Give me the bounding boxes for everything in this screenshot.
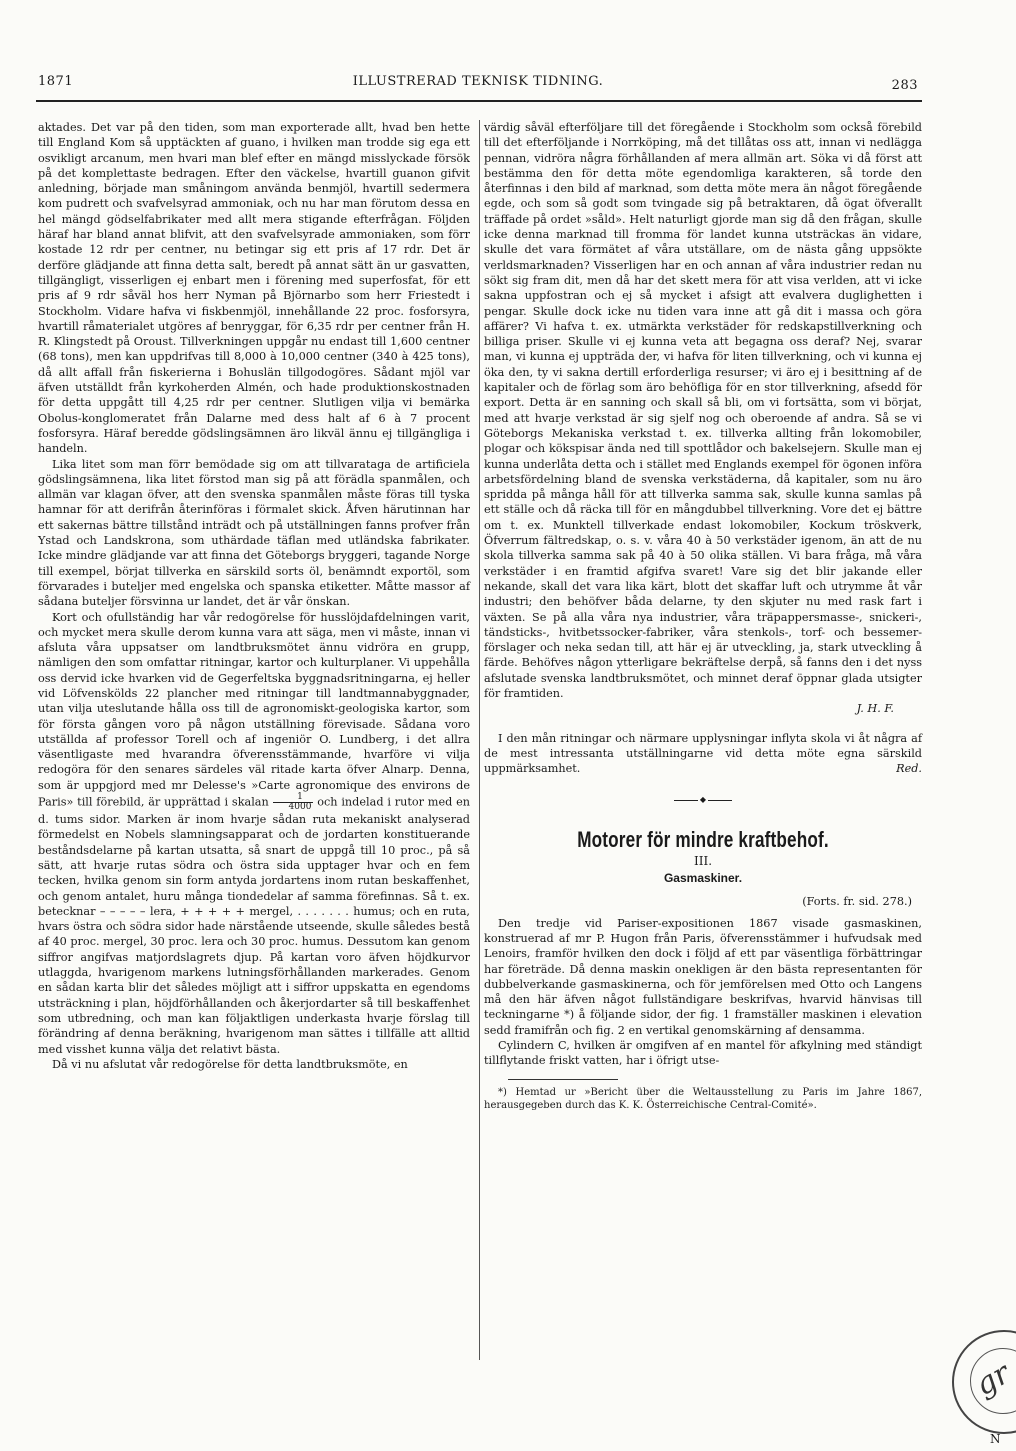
header-year: 1871 — [38, 74, 74, 89]
left-column — [38, 120, 470, 1072]
scale-fraction-numerator: 1 — [273, 793, 314, 803]
right-paragraph-1: värdig såväl efterföljare till det föregående i Stockholm som också förebild till det efterföljande i Norrköping, må det tillåtas oss att, innan vi nedlägga pennan, vidröra några förhållanden af mera allmän art. Söka vi då först att bestämma den för detta möte egendomliga karakteren, så torde den återfinnas i den bild af marknad, som detta möte mera än något föregående egde, och som så godt som tvingade sig på betraktaren, då ögat öfverallt träffade på ordet »såld». Helt naturligt gjorde man sig då den frågan, skulle icke denna marknad till fromma för landet kunna utsträckas än vidare, skulle det vara förmätet af våra utställare, om de nästa gång uppsökte verldsmarknaden? Visserligen har en och annan af våra industrier redan nu sökt sig fram dit, men då har det skett mera för att visa verlden, att vi icke sakna uppfostran och ej så mycket i afsigt att evalvera duglighetten i pengar. Skulle dock icke nu tiden vara inne att gå dit i massa och göra affärer? Vi hafva t. ex. utmärkta verkstäder för redskapstillverkning och billiga priser. Skulle vi ej kunna veta att begagna oss deraf? Nej, svarar man, vi kunna ej uppträda der, vi hafva för liten tillverkning, och vi kunna ej öka den, ty vi sakna dertill erforderliga resurser; vi äro ej i besittning af de kapitaler och de förlag som äro behöfliga för en stor tillverkning, afsedd för export. Detta är en sanning och skall så bli, om vi fortsätta, som vi börjat, med att hvarje verkstad är sig sjelf nog och oberoende af andra. Så se vi Göteborgs Mekaniska verkstad t. ex. tillverka allting från lokomobiler, plogar och kökspisar ända ned till spottlådor och bakelsejern. Skulle man ej kunna underlåta detta och i stället med Englands exempel för ögonen införa arbetsfördelning bland de svenska verkstäderna, då kapitaler, som nu äro spridda på många håll för att tillverka samma sak, skulle kunna samlas på ett ställe och då räcka till för en mångdubbel tillverkning. Vore det ej bättre om t. ex. Munktell tillverkade endast lokomobiler, Kockum tröskverk, Öfverrum fältredskap, o. s. v. våra 40 à 50 verkstäder igenom, än att de nu skola tillverka samma sak på 40 à 50 olika ställen. Vi bara fråga, må våra verkstäder i en framtid afgifva svaret! Vare sig det blir jakande eller nekande, skall det vara lika kärt, blott det skaffar luft och utrymme åt vår industri; den behöfver båda delarne, ty den skjuter nu med rask fart i växten. Se på alla våra nya industrier, våra träpappersmasse-, snickeri-, tändsticks-, hvitbetssocker-fabriker, våra stenkols-, torf- och bessemer-förslager och neka sedan till, att här ej är utveckling, ja, stark utveckling å färde. Behöfves någon ytterligare bekräftelse derpå, så fanns den i det nyss afslutade svenska landtbruksmötet, och minnet deraf öppnar glada utsigter för framtiden. — [484, 121, 922, 700]
article-subheading: Gasmaskiner. — [663, 871, 743, 886]
left-paragraph-3b: och indelad i rutor med en d. tums sidor. Marken är inom hvarje sådan ruta mekaniskt analyserad förmedelst en Nobels slamningsapparat och de jordarten konstituerande beståndsdelarne på kartan utsatta, så snart de uppgå till 10 proc., på så sätt, att hvarje rutas södra och östra sida upptager hvar och en fem tecken, hvilka genom sin form antyda jordartens inom rutan beskaffenhet, och genom antalet, huru många tiondedelar af samma förefinnas. Så t. ex. betecknar – – – – – lera, + + + + + mergel, . . . . . . . humus; och en ruta, hvars östra och södra sidor hade närstående utseende, skulle således bestå af 40 proc. mergel, 30 proc. lera och 30 proc. humus. Dessutom kan genom siffror angifvas matjordslagrets djup. På kartan voro äfven höjdkurvor utlaggda, hvarigenom markens lutningsförhållanden markerades. Genom en sådan karta blir det således möjligt att i siffror uppskatta en egendoms utsträckning i plan, höjdförhållanden och åkerjordarter så till beskaffenhet som utbredning, och man kan följaktligen underkasta hvarje förslag till förändring af denna beräkning, hvarigenom man sättes i tillfälle att alltid med visshet kunna välja det relativt bästa. — [38, 795, 470, 1056]
stamp-letter: N — [990, 1432, 1001, 1446]
stamp-glyph: gr — [969, 1355, 1016, 1404]
editor-signature: Red. — [896, 762, 922, 776]
footnote-rule — [508, 1079, 618, 1080]
header-rule — [36, 100, 922, 102]
article-paragraph-1: Den tredje vid Pariser-expositionen 1867 visade gasmaskinen, konstruerad af mr P. Hugon från Paris, öfverensstämmer i hufvudsak med Lenoirs, framför hvilken den dock i följd af ett par väsentliga förbättringar har företräde. Då denna maskin onekligen är den bästa representanten för dubbelverkande gasmaskinerna, och för jemförelsen med Otto och Langens må den här äfven något fullständigare beskrifvas, hvarvid hänvisas till teckningarne *) å följande sidor, der fig. 1 framställer maskinen i elevation sedd framifrån och fig. 2 en vertikal genomskärning af densamma. — [484, 916, 922, 1037]
column-divider — [479, 120, 480, 1360]
left-paragraph-1: aktades. Det var på den tiden, som man exporterade allt, hvad ben hette till England Kom så upptäckten af guano, i hvilken man trodde sig ega ett osvikligt arcanum, men hvari man blef efter en mängd misslyckade försök på det komplettaste bedragen. Efter den väckelse, hvartill guanon gifvit anledning, började man småningom använda benmjöl, hvartill sedermera kom pudrett och svafvelsyrad ammoniak, och nu har man förutom dessa en hel mängd gödselfabrikater med allt mera stigande efterfrågan. Följden häraf har bland annat blifvit, att den svafvelsyrade ammoniaken, som förr kostade 12 rdr per centner, nu betingar sig ett pris af 17 rdr. Det är derföre glädjande att finna detta salt, beredt på annat sätt än ur gasvatten, tillgängligt, visserligen ej enbart men i förening med superfosfat, för ett pris af 9 rdr såväl hos herr Nyman på Björnarbo som herr Friestedt i Stockholm. Vidare hafva vi fiskbenmjöl, innehållande 22 proc. fosforsyra, hvartill råmaterialet utgöres af benryggar, för 6,35 rdr per centner från H. R. Klingstedt på Oroust. Tillverkningen uppgår nu endast till 1,600 centner (68 tons), men kan uppdrifvas till 8,000 à 10,000 centner (340 à 425 tons), då allt affall från fiskerierna i Bohuslän tillgodogöres. Sådant mjöl var äfven utställdt från kyrkoherden Almén, och hade produktionskostnaden för detta uppgått till 4,25 rdr per centner. Slutligen vilja vi bemärka Obolus-konglomeratet från Dalarne med dess halt af 6 à 7 procent fosforsyra. Häraf beredde gödslingsämnen äro likväl ännu ej tillgängliga i handeln. — [38, 121, 470, 456]
continued-from: (Forts. fr. sid. 278.) — [802, 895, 912, 909]
page-number: 283 — [891, 78, 918, 93]
left-paragraph-2: Lika litet som man förr bemödade sig om att tillvarataga de artificiela gödslingsämnena, lika litet förstod man sig på att förädla spanmålen, och allmän var klagan öfver, att den svenska spanmålen måste föras till tyska hamnar för att derifrån återinföras i förmalet skick. Åfven härutinnan har ett sakernas bättre tillstånd inträdt och på utställningen fanns profver från Ystad och Landskrona, som uthärdade täflan med utländska fabrikater. Icke mindre glädjande var att finna det Göteborgs bryggeri, tagande Norge till exempel, börjat tillverka en särskild sorts öl, benämndt exportöl, som förvarades i buteljer med engelska och spanska etiketter. Måtte massor af sådana buteljer försvinna ur landet, det är vår önskan. — [38, 457, 470, 609]
library-stamp — [952, 1330, 1016, 1434]
scale-fraction — [273, 793, 314, 812]
signature-line — [484, 701, 922, 716]
footnote: *) Hemtad ur »Bericht über die Weltausstellung zu Paris im Jahre 1867, herausgegeben durch das K. K. Österreichische Central-Comité». — [484, 1086, 922, 1111]
running-header — [38, 74, 918, 96]
article-signature: J. H. F. — [856, 702, 894, 716]
editor-note-text: I den mån ritningar och närmare upplysningar inflyta skola vi åt några af de mest intressanta utställningarne vid detta möte egna särskild uppmärksamhet. — [484, 731, 922, 776]
section-ornament: ◆ — [484, 796, 922, 804]
left-paragraph-4: Då vi nu afslutat vår redogörelse för detta landtbruksmöte, en — [52, 1057, 408, 1071]
article-section-number: III. — [693, 853, 713, 868]
scale-fraction-denominator: 4000 — [288, 802, 312, 813]
left-paragraph-3a: Kort och ofullständig har vår redogörelse för husslöjdafdelningen varit, och mycket mera skulle derom kunna vara att säga, men vi måste, innan vi afsluta våra uppsatser om landtbruksmötet ännu vidröra en grupp, nämligen den som omfattar ritningar, kartor och kulturplaner. Vi uppehålla oss dervid icke hvarken vid de Gegerfeltska byggnadsritningarna, ej heller vid Löfvenskölds 22 plancher med ritningar till landtmannabyggnader, utan vilja uteslutande hålla oss till de agronomiskt-geologiska kartor, som för första gången voro på någon utställning förevisade. Sådana voro utställda af professor Torell och af ingeniör O. Lundberg, i det allra väsentligaste med hvarandra öfverensstämmande, hvarföre vi vilja redogöra för den senares särdeles väl ritade karta öfver Alnarp. Denna, som är uppgjord med mr Delesse's »Carte agronomique des environs de Paris» till förebild, är upprättad i skalan — [38, 610, 470, 809]
editor-note — [484, 731, 922, 777]
journal-title: ILLUSTRERAD TEKNISK TIDNING. — [352, 74, 604, 89]
article-paragraph-2: Cylindern C, hvilken är omgifven af en mantel för afkylning med ständigt tillflytande friskt vatten, har i öfrigt utse- — [484, 1039, 922, 1068]
right-column — [484, 120, 922, 1112]
article-headline: Motorer för mindre kraftbehof. — [577, 827, 829, 853]
left-paragraph-3 — [38, 610, 470, 1057]
